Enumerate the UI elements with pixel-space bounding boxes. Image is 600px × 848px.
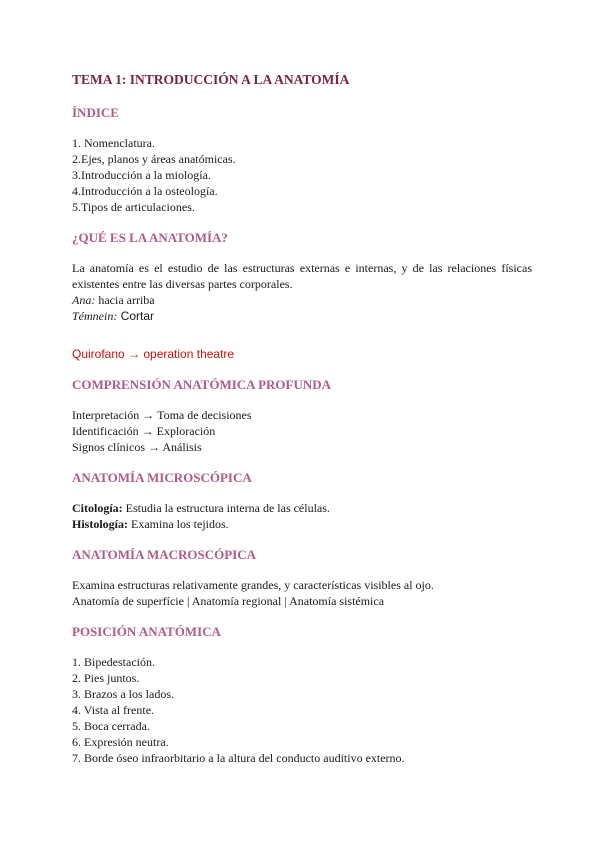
index-item: 1. Nomenclatura. [72, 136, 155, 150]
posicion-item: 6. Expresión neutra. [72, 735, 169, 749]
section-heading-que-es: ¿QUÉ ES LA ANATOMÍA? [72, 230, 228, 245]
posicion-item: 5. Boca cerrada. [72, 719, 150, 733]
macroscopica-types: Anatomía de superfície | Anatomía regional | Anatomía sistémica [72, 594, 385, 608]
posicion-item: 3. Brazos a los lados. [72, 687, 174, 701]
citologia-term: Citología: [72, 501, 123, 515]
posicion-item: 4. Vista al frente. [72, 703, 155, 717]
index-item: 5.Tipos de articulaciones. [72, 200, 195, 214]
posicion-item: 7. Borde óseo infraorbitario a la altura del conducto auditivo externo. [72, 751, 405, 765]
comprension-item: Interpretación → Toma de decisiones [72, 408, 252, 422]
index-item: 2.Ejes, planos y áreas anatómicas. [72, 152, 236, 166]
comprension-item: Identificación → Exploración [72, 424, 216, 438]
etymology-temnein-def: Cortar [117, 309, 155, 323]
index-item: 4.Introducción a la osteología. [72, 184, 218, 198]
comprension-item: Signos clínicos → Análisis [72, 440, 202, 454]
histologia-def: Examina los tejidos. [128, 517, 229, 531]
citologia-def: Estudia la estructura interna de las células. [122, 501, 330, 515]
etymology-temnein-term: Témnein: [72, 309, 118, 323]
posicion-list [72, 654, 532, 766]
posicion-item: 2. Pies juntos. [72, 671, 140, 685]
citologia-line [72, 500, 532, 516]
red-note: Quirofano → operation theatre [72, 347, 235, 361]
section-heading-comprension: COMPRENSIÓN ANATÓMICA PROFUNDA [72, 377, 332, 392]
section-heading-indice: ÍNDICE [72, 105, 119, 120]
document-page [72, 60, 532, 766]
section-heading-microscopica: ANATOMÍA MICROSCÓPICA [72, 470, 252, 485]
index-list [72, 135, 532, 215]
macroscopica-line: Examina estructuras relativamente grandes, y características visibles al ojo. [72, 578, 434, 592]
histologia-line [72, 516, 532, 532]
section-heading-posicion: POSICIÓN ANATÓMICA [72, 624, 221, 639]
etymology-temnein [72, 308, 532, 324]
etymology-ana-def: hacia arriba [95, 293, 155, 307]
etymology-ana [72, 292, 532, 308]
definition-paragraph: La anatomía es el estudio de las estructuras externas e internas, y de las relaciones físicas existentes entre las diversas partes corporales. [72, 261, 532, 291]
comprension-list [72, 407, 532, 455]
posicion-item: 1. Bipedestación. [72, 655, 155, 669]
index-item: 3.Introducción a la miología. [72, 168, 211, 182]
section-heading-macroscopica: ANATOMÍA MACROSCÓPICA [72, 547, 257, 562]
histologia-term: Histología: [72, 517, 128, 531]
etymology-ana-term: Ana: [72, 293, 96, 307]
document-title: TEMA 1: INTRODUCCIÓN A LA ANATOMÍA [72, 72, 350, 87]
